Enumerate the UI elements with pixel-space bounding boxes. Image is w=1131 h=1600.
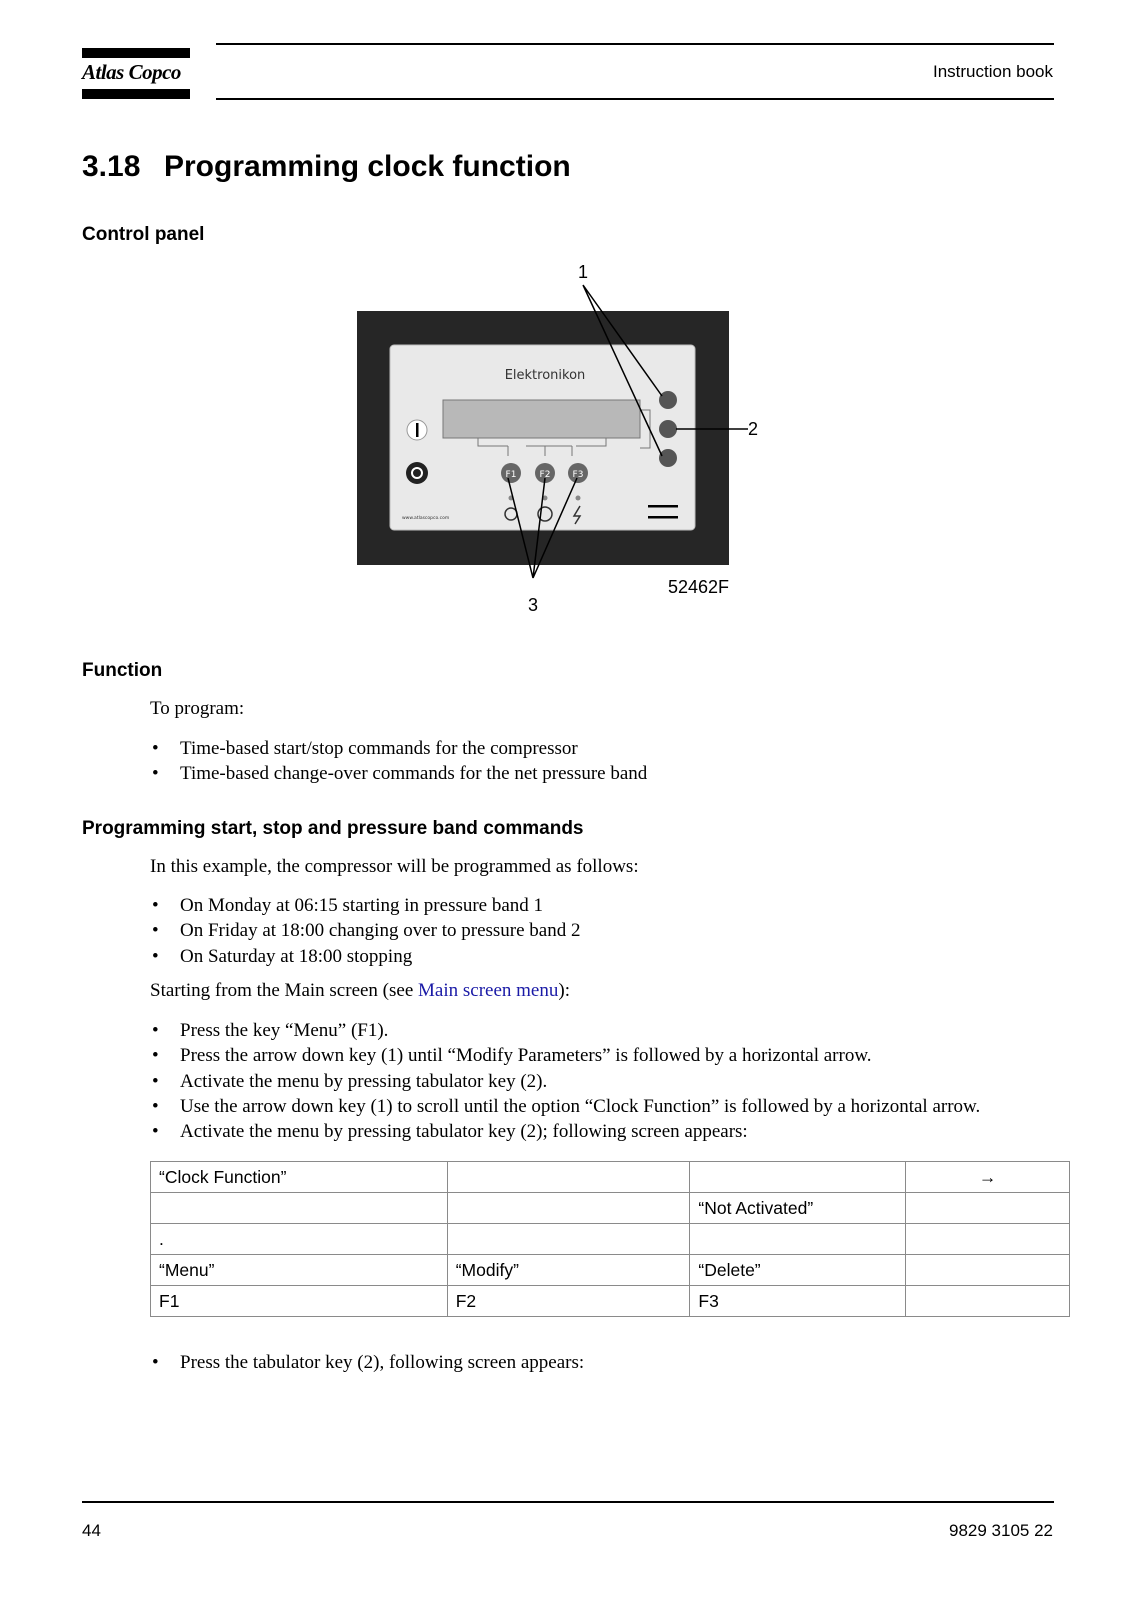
function-heading: Function <box>82 660 163 681</box>
callout-2: 2 <box>747 419 758 439</box>
arrow-up-key-icon <box>659 391 677 409</box>
screen-display-table <box>150 1161 1070 1317</box>
stop-button-icon <box>406 462 428 484</box>
table-row <box>151 1162 1070 1193</box>
list-item: • On Friday at 18:00 changing over to pressure band 2 <box>150 918 581 943</box>
function-list <box>150 736 647 787</box>
arrow-down-key-icon <box>659 449 677 467</box>
callout-3: 3 <box>527 595 539 615</box>
list-item: • On Monday at 06:15 starting in pressure band 1 <box>150 893 581 918</box>
section-number: 3.18 <box>82 150 141 183</box>
list-item: • Activate the menu by pressing tabulator key (2); following screen appears: <box>150 1119 980 1144</box>
steps-list <box>150 1018 980 1144</box>
table-cell <box>447 1193 690 1224</box>
list-item: • Time-based change-over commands for the net pressure band <box>150 761 647 786</box>
tabulator-key-icon <box>659 420 677 438</box>
list-item: • Activate the menu by pressing tabulator key (2). <box>150 1069 980 1094</box>
table-cell: F1 <box>151 1286 448 1317</box>
list-item: • Press the tabulator key (2), following screen appears: <box>150 1350 584 1375</box>
panel-website: www.atlascopco.com <box>402 516 450 521</box>
panel-brand-label: Elektronikon <box>504 368 586 383</box>
table-cell: . <box>151 1224 448 1255</box>
f1-key-label: F1 <box>505 470 517 480</box>
panel-display <box>443 400 640 438</box>
programming-heading: Programming start, stop and pressure band commands <box>82 818 584 839</box>
list-item: • Press the arrow down key (1) until “Modify Parameters” is followed by a horizontal arrow. <box>150 1043 980 1068</box>
document-type: Instruction book <box>932 62 1053 81</box>
header-rule-bottom <box>216 98 1054 100</box>
elektronikon-panel-illustration <box>340 260 760 620</box>
table-cell <box>447 1224 690 1255</box>
control-panel-heading: Control panel <box>82 224 205 245</box>
table-cell: “Clock Function” <box>151 1162 448 1193</box>
atlas-copco-logo: Atlas Copco <box>82 60 181 84</box>
right-arrow-icon: → <box>906 1162 1070 1193</box>
footer-rule <box>82 1501 1054 1503</box>
table-cell: “Modify” <box>447 1255 690 1286</box>
example-list <box>150 893 581 969</box>
callout-1: 1 <box>577 262 589 282</box>
table-row <box>151 1255 1070 1286</box>
final-step-list <box>150 1350 584 1375</box>
f2-key-label: F2 <box>539 470 551 480</box>
list-item: • Time-based start/stop commands for the compressor <box>150 736 647 761</box>
starting-instruction: Starting from the Main screen (see Main screen menu): <box>150 980 570 1001</box>
table-cell: “Menu” <box>151 1255 448 1286</box>
section-title <box>82 150 571 184</box>
logo-bar-bottom <box>82 89 190 99</box>
table-cell <box>151 1193 448 1224</box>
section-title-text: Programming clock function <box>164 150 571 183</box>
table-cell: F3 <box>690 1286 906 1317</box>
table-cell <box>906 1255 1070 1286</box>
f3-key-label: F3 <box>572 470 584 480</box>
list-item: • Press the key “Menu” (F1). <box>150 1018 980 1043</box>
main-screen-menu-link[interactable]: Main screen menu <box>418 980 559 1001</box>
table-cell <box>447 1162 690 1193</box>
table-cell <box>906 1224 1070 1255</box>
table-row <box>151 1286 1070 1317</box>
figure-id: 52462F <box>667 577 729 597</box>
header-rule-top <box>216 43 1054 45</box>
table-cell <box>690 1224 906 1255</box>
list-item: • Use the arrow down key (1) to scroll until the option “Clock Function” is followed by a horizontal arrow. <box>150 1094 980 1119</box>
document-number: 9829 3105 22 <box>949 1521 1053 1540</box>
page-number: 44 <box>82 1521 101 1540</box>
table-cell <box>906 1286 1070 1317</box>
table-cell <box>906 1193 1070 1224</box>
table-cell: F2 <box>447 1286 690 1317</box>
table-cell: “Delete” <box>690 1255 906 1286</box>
table-row <box>151 1193 1070 1224</box>
logo-bar-top <box>82 48 190 58</box>
table-row <box>151 1224 1070 1255</box>
function-intro: To program: <box>150 698 245 719</box>
programming-intro: In this example, the compressor will be programmed as follows: <box>150 856 639 877</box>
table-cell: “Not Activated” <box>690 1193 906 1224</box>
table-cell <box>690 1162 906 1193</box>
list-item: • On Saturday at 18:00 stopping <box>150 944 581 969</box>
